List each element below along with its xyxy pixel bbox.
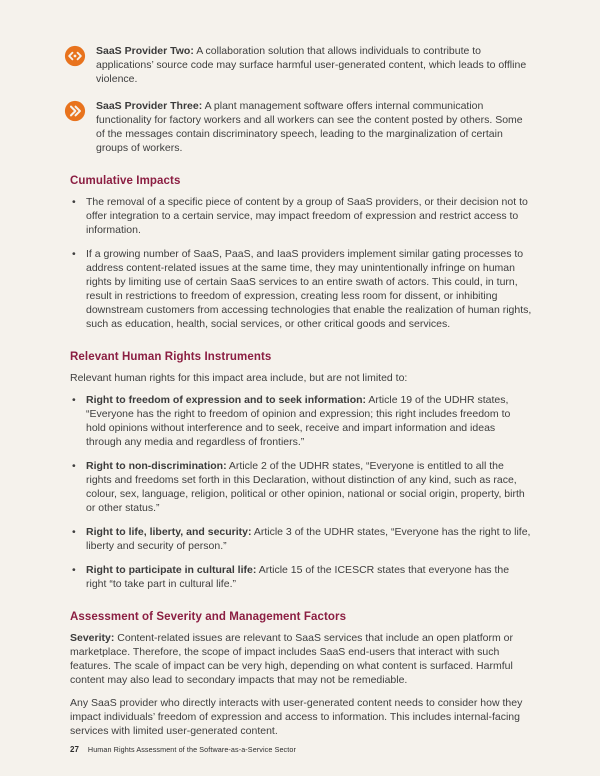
section-assessment (70, 610, 532, 738)
provider-body-text: A collaboration solution that allows individuals to contribute to applications’ source code may surface harmful user-generated content, which leads to offline violence. (96, 45, 527, 85)
page-footer (70, 743, 296, 757)
double-chevron-right-icon (64, 100, 86, 122)
provider-item (64, 99, 532, 155)
right-text: Article 3 of the UDHR states, “Everyone has the right to life, liberty and security of person.” (86, 526, 531, 552)
provider-item (64, 44, 532, 86)
severity-text: Content-related issues are relevant to SaaS services that include an open platform or marketplace. Therefore, the scope of impact includes SaaS end-users that interact with such features. The scale of impact can be very high, depending on what content is surfaced. Harmful content may also lead to secondary impacts that may not be remediable. (70, 632, 513, 686)
provider-body-text: A plant management software offers internal communication functionality for factory workers and all workers can see the content posted by others. Some of the messages contain discriminatory speech, leading to the marginalization of certain groups of workers. (96, 100, 523, 154)
section-human-rights-instruments (70, 350, 532, 591)
code-icon (64, 45, 86, 67)
right-label: Right to non-discrimination: (86, 460, 227, 472)
provider-description (96, 99, 532, 155)
provider-description (96, 44, 532, 86)
bullet-item: • If a growing number of SaaS, PaaS, and IaaS providers implement similar gating processes to address content-related issues at the same time, they may unintentionally infringe on human rights by limiting use of certain SaaS services to an entire swath of actors. This could, in turn, result in restrictions to freedom of expression, creating less room for dissent, or inhibiting downstream customers from accessing technologies that enable the realization of human rights, such as education, health, social services, or other critical goods and services. (70, 247, 532, 331)
provider-label: SaaS Provider Three: (96, 100, 203, 112)
bullet-item (70, 459, 532, 515)
assessment-paragraph: Any SaaS provider who directly interacts with user-generated content needs to consider how they impact individuals’ freedom of expression and access to information. This includes internal-facing services with limited user-generated content. (70, 697, 523, 737)
footer-title: Human Rights Assessment of the Software-as-a-Service Sector (87, 745, 296, 754)
severity-paragraph (70, 631, 532, 687)
section-heading: Assessment of Severity and Management Factors (70, 611, 347, 623)
section-cumulative-impacts (70, 174, 532, 331)
right-text: Article 2 of the UDHR states, “Everyone is entitled to all the rights and freedoms set forth in this Declaration, without distinction of any kind, such as race, colour, sex, language, religion, political or other opinion, national or social origin, property, birth or other status.” (86, 460, 525, 514)
section-heading: Relevant Human Rights Instruments (70, 351, 272, 363)
bullet-item: • The removal of a specific piece of content by a group of SaaS providers, or their decision not to offer integration to a certain service, may impact freedom of expression and restrict access to information. (70, 195, 532, 237)
bullet-list (70, 195, 532, 331)
right-label: Right to life, liberty, and security: (86, 526, 252, 538)
bullet-item (70, 525, 532, 553)
right-label: Right to freedom of expression and to seek information: (86, 394, 367, 406)
right-text: Article 15 of the ICESCR states that everyone has the right “to take part in cultural life.” (86, 564, 510, 590)
severity-label: Severity: (70, 632, 115, 644)
section-intro: Relevant human rights for this impact area include, but are not limited to: (70, 372, 408, 384)
bullet-item (70, 393, 532, 449)
bullet-item (70, 563, 532, 591)
right-label: Right to participate in cultural life: (86, 564, 257, 576)
provider-label: SaaS Provider Two: (96, 45, 194, 57)
bullet-list (70, 393, 532, 591)
page-number: 27 (70, 745, 79, 754)
section-heading: Cumulative Impacts (70, 175, 181, 187)
right-text: Article 19 of the UDHR states, “Everyone has the right to freedom of opinion and expression; this right includes freedom to hold opinions without interference and to seek, receive and impart information and ideas through any media and regardless of frontiers.” (86, 394, 511, 448)
